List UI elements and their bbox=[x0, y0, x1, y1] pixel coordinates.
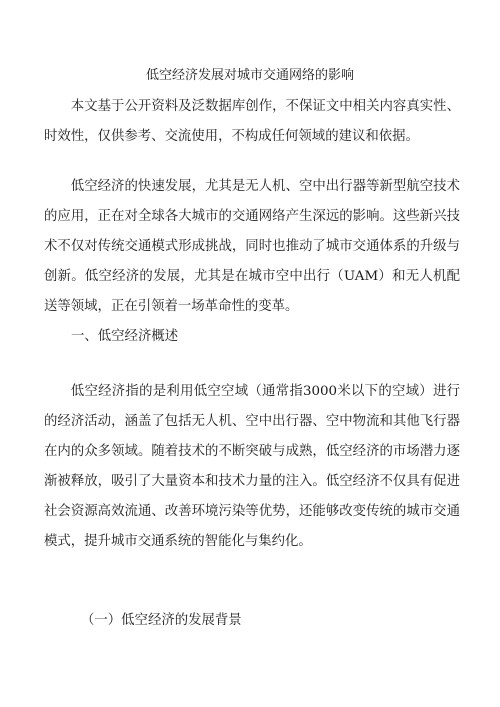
subsection-heading: （一）低空经济的发展背景 bbox=[81, 613, 242, 628]
disclaimer-paragraph: 本文基于公开资料及泛数据库创作，不保证文中相关内容真实性、时效性，仅供参考、交流使用，不构成任何领域的建议和依据。 bbox=[44, 99, 460, 144]
document-title: 低空经济发展对城市交通网络的影响 bbox=[145, 68, 354, 83]
intro-paragraph: 低空经济的快速发展，尤其是无人机、空中出行器等新型航空技术的应用，正在对全球各大城市的交通网络产生深远的影响。这些新兴技术不仅对传统交通模式形成挑战，同时也推动了城市交通体系的升级与创新。低空经济的发展，尤其是在城市空中出行（UAM）和无人机配送等领域，正在引领着一场革命性的变革。 bbox=[44, 179, 460, 314]
section-paragraph: 低空经济指的是利用低空空域（通常指3000米以下的空域）进行的经济活动，涵盖了包括无人机、空中出行器、空中物流和其他飞行器在内的众多领域。随着技术的不断突破与成熟，低空经济的市场潜力逐渐被释放，吸引了大量资本和技术力量的注入。低空经济不仅具有促进社会资源高效流通、改善环境污染等优势，还能够改变传统的城市交通模式，提升城市交通系统的智能化与集约化。 bbox=[44, 384, 460, 549]
section-heading: 一、低空经济概述 bbox=[71, 329, 179, 344]
